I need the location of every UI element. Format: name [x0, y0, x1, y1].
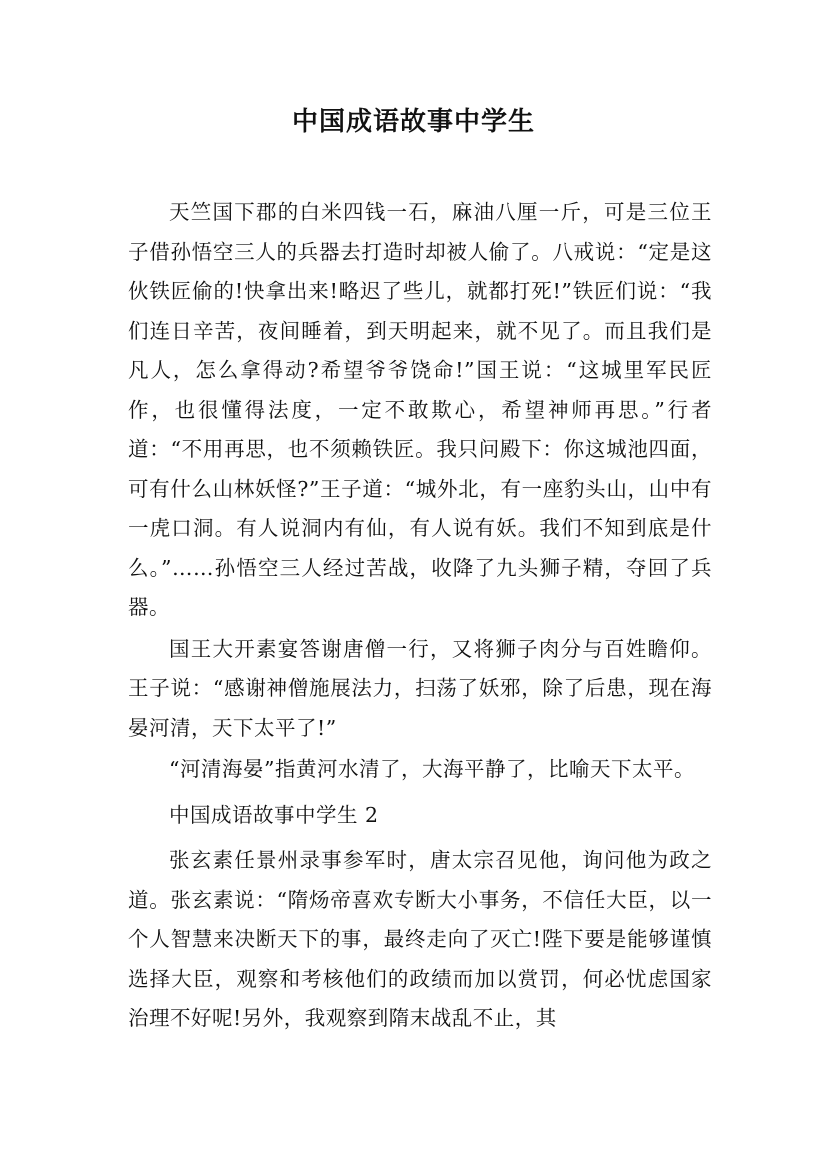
document-body [128, 193, 712, 1041]
paragraph: 张玄素任景州录事参军时，唐太宗召见他，询问他为政之道。张玄素说：“隋炀帝喜欢专断大小事务，不信任大臣，以一个人智慧来决断天下的事，最终走向了灭亡!陛下要是能够谨慎选择大臣，观察和考核他们的政绩而加以赏罚，何必忧虑国家治理不好呢!另外，我观察到隋末战乱不止，其 [128, 848, 712, 1030]
section-subheading: 中国成语故事中学生 2 [169, 802, 379, 827]
paragraph: 国王大开素宴答谢唐僧一行，又将狮子肉分与百姓瞻仰。王子说：“感谢神僧施展法力，扫荡了妖邪，除了后患，现在海晏河清，天下太平了!” [128, 636, 712, 740]
document-title: 中国成语故事中学生 [291, 107, 535, 137]
paragraph: “河清海晏”指黄河水清了，大海平静了，比喻天下太平。 [169, 757, 695, 781]
paragraph: 天竺国下郡的白米四钱一石，麻油八厘一斤，可是三位王子借孙悟空三人的兵器去打造时却被人偷了。八戒说：“定是这伙铁匠偷的!快拿出来!略迟了些儿，就都打死!”铁匠们说：“我们连日辛苦，夜间睡着，到天明起来，就不见了。而且我们是凡人，怎么拿得动?希望爷爷饶命!”国王说：“这城里军民匠作，也很懂得法度，一定不敢欺心，希望神师再思。”行者道：“不用再思，也不须赖铁匠。我只问殿下：你这城池四面，可有什么山林妖怪?”王子道：“城外北，有一座豹头山，山中有一虎口洞。有人说洞内有仙，有人说有妖。我们不知到底是什么。”……孙悟空三人经过苦战，收降了九头狮子精，夺回了兵器。 [128, 200, 712, 619]
